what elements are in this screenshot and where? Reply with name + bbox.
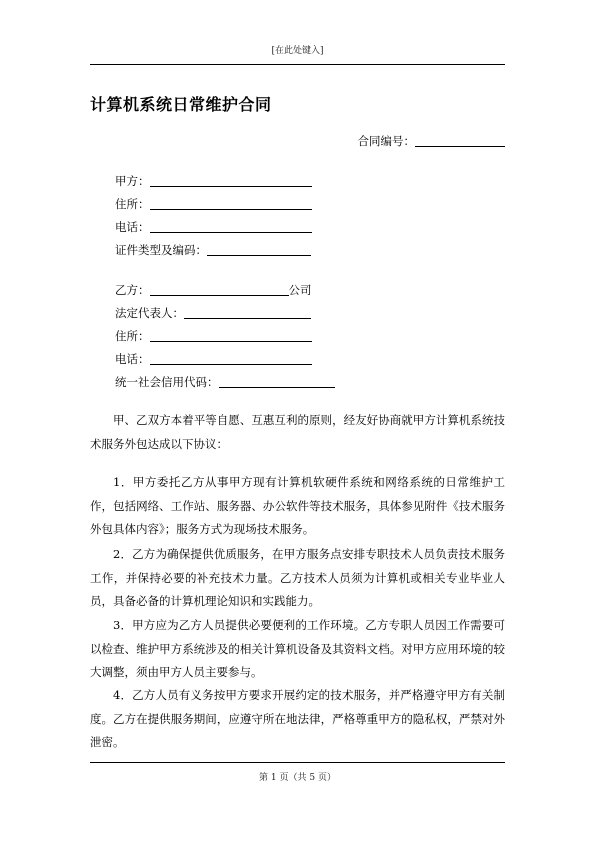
footer-rule bbox=[90, 762, 505, 763]
party-b-address-blank[interactable] bbox=[150, 329, 312, 342]
contract-number-label: 合同编号： bbox=[357, 134, 415, 148]
party-b-credit-label: 统一社会信用代码： bbox=[115, 375, 219, 389]
party-b-name-field bbox=[115, 282, 312, 298]
clause-4: 4．乙方人员有义务按甲方要求开展约定的技术服务，并严格遵守甲方有关制度。乙方在提供服务期间，应遵守所在地法律，严格尊重甲方的隐私权，严禁对外泄密。 bbox=[90, 688, 505, 749]
party-a-id-label: 证件类型及编码： bbox=[115, 243, 207, 257]
intro-paragraph: 甲、乙双方本着平等自愿、互惠互利的原则，经友好协商就甲方计算机系统技术服务外包达成以下协议： bbox=[90, 413, 505, 451]
clause-2: 2．乙方为确保提供优质服务，在甲方服务点安排专职技术人员负责技术服务工作，并保持必要的补充技术力量。乙方技术人员须为计算机或相关专业毕业人员，具备必备的计算机理论知识和实践能力。 bbox=[90, 547, 505, 608]
page-number: 第 1 页（共 5 页） bbox=[259, 773, 336, 783]
party-a-id-field bbox=[115, 242, 311, 258]
party-b-phone-label: 电话： bbox=[115, 352, 150, 366]
document-title: 计算机系统日常维护合同 bbox=[90, 95, 272, 114]
clause-3: 3．甲方应为乙方人员提供必要便利的工作环境。乙方专职人员因工作需要可以检查、维护甲方系统涉及的相关计算机设备及其资料文档。对甲方应用环境的较大调整，须由甲方人员主要参与。 bbox=[90, 618, 505, 679]
party-a-name-blank[interactable] bbox=[150, 174, 312, 187]
party-a-address-field bbox=[115, 196, 312, 212]
party-b-phone-field bbox=[115, 351, 312, 367]
party-a-phone-blank[interactable] bbox=[150, 220, 312, 233]
party-b-rep-field bbox=[115, 305, 311, 321]
party-a-phone-label: 电话： bbox=[115, 220, 150, 234]
party-b-credit-field bbox=[115, 374, 335, 390]
header-placeholder-text: [在此处键入] bbox=[271, 46, 324, 56]
party-a-address-blank[interactable] bbox=[150, 197, 312, 210]
party-b-rep-blank[interactable] bbox=[184, 306, 311, 319]
party-a-name-field bbox=[115, 173, 312, 189]
header-rule bbox=[90, 64, 505, 65]
party-b-credit-blank[interactable] bbox=[219, 375, 335, 388]
party-b-phone-blank[interactable] bbox=[150, 352, 312, 365]
party-a-name-label: 甲方： bbox=[115, 174, 150, 188]
contract-number-line bbox=[358, 133, 506, 149]
party-b-name-suffix: 公司 bbox=[288, 283, 312, 297]
party-b-address-field bbox=[115, 328, 312, 344]
clause-1: 1．甲方委托乙方从事甲方现有计算机软硬件系统和网络系统的日常维护工作，包括网络、工作站、服务器、办公软件等技术服务，具体参见附件《技术服务外包具体内容》；服务方式为现场技术服务。 bbox=[90, 475, 505, 536]
party-b-rep-label: 法定代表人： bbox=[115, 306, 184, 320]
party-a-address-label: 住所： bbox=[115, 197, 150, 211]
contract-number-blank[interactable] bbox=[415, 134, 505, 147]
party-a-phone-field bbox=[115, 219, 312, 235]
party-b-name-label: 乙方： bbox=[115, 283, 150, 297]
party-b-name-blank[interactable] bbox=[150, 283, 289, 296]
party-a-id-blank[interactable] bbox=[207, 243, 311, 256]
party-b-address-label: 住所： bbox=[115, 329, 150, 343]
